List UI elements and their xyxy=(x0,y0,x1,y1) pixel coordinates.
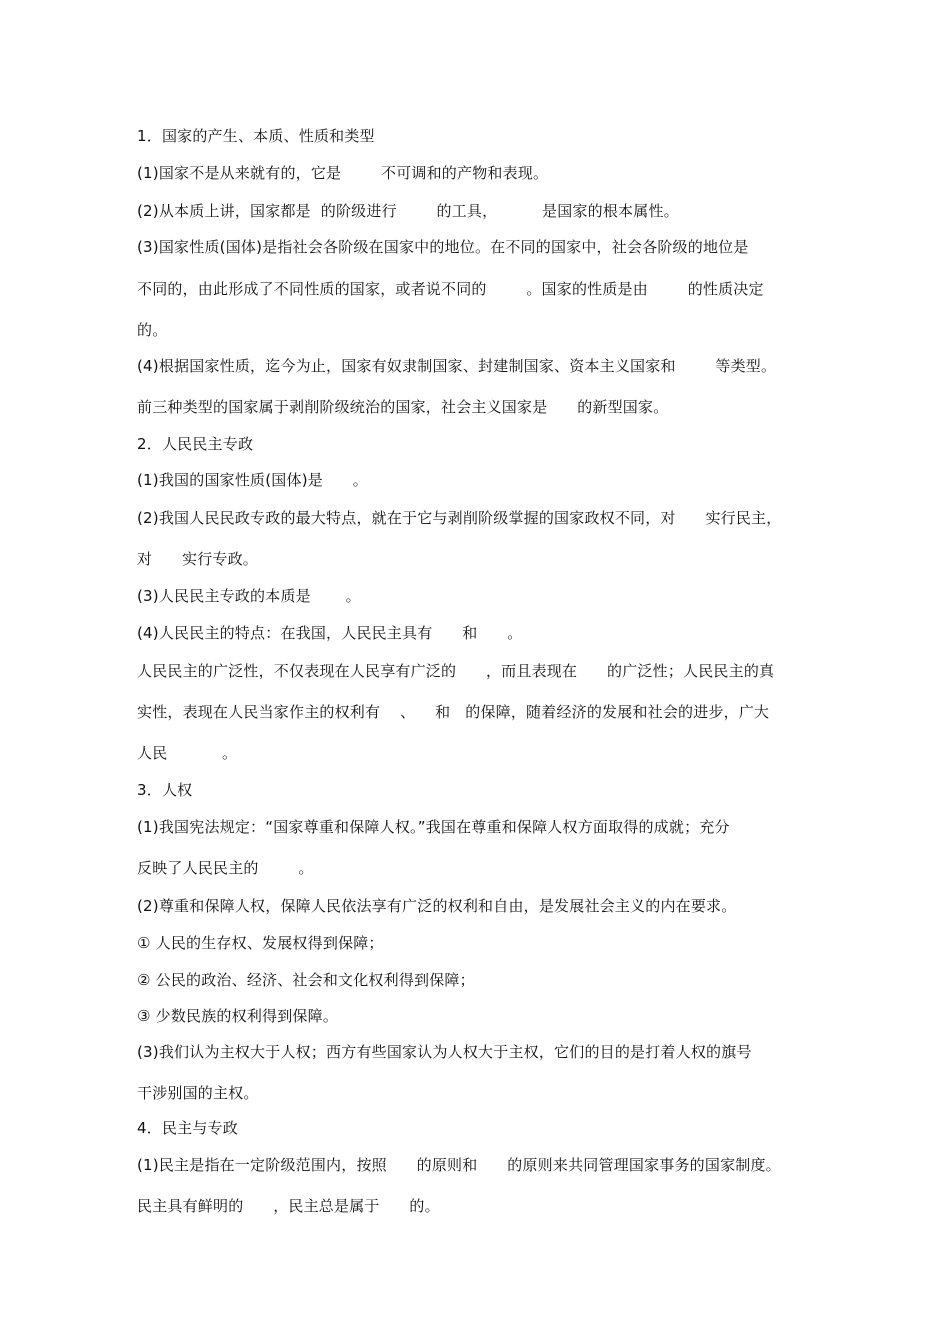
paragraph-line: 反映了人民民主的 。 xyxy=(137,859,314,877)
heading-1: 1．国家的产生、本质、性质和类型 xyxy=(137,127,375,145)
paragraph-line: (4)根据国家性质，迄今为止，国家有奴隶制国家、封建制国家、资本主义国家和 等类型。 xyxy=(137,357,777,375)
paragraph-line: (2)尊重和保障人权，保障人民依法享有广泛的权利和自由，是发展社会主义的内在要求。 xyxy=(137,897,737,915)
paragraph-line: (4)人民民主的特点：在我国，人民民主具有 和 。 xyxy=(137,624,523,642)
heading-4: 4．民主与专政 xyxy=(137,1119,238,1137)
paragraph-line: 前三种类型的国家属于剥削阶级统治的国家，社会主义国家是 的新型国家。 xyxy=(137,398,669,416)
paragraph-line: 干涉别国的主权。 xyxy=(137,1084,259,1102)
heading-2: 2．人民民主专政 xyxy=(137,435,254,453)
paragraph-line: 人民民主的广泛性，不仅表现在人民享有广泛的 ，而且表现在 的广泛性；人民民主的真 xyxy=(137,662,775,680)
list-item: ③ 少数民族的权利得到保障。 xyxy=(137,1007,339,1025)
paragraph-line: 实性，表现在人民当家作主的权利有 、 和 的保障，随着经济的发展和社会的进步，广大 xyxy=(137,703,770,721)
paragraph-line: 人民 。 xyxy=(137,744,238,762)
paragraph-line: (1)国家不是从来就有的，它是 不可调和的产物和表现。 xyxy=(137,164,549,182)
paragraph-line: (3)我们认为主权大于人权；西方有些国家认为人权大于主权，它们的目的是打着人权的旗号 xyxy=(137,1043,752,1061)
heading-3: 3．人权 xyxy=(137,781,193,799)
list-item: ① 人民的生存权、发展权得到保障； xyxy=(137,934,384,952)
paragraph-line: (3)国家性质(国体)是指社会各阶级在国家中的地位。在不同的国家中，社会各阶级的地位是 xyxy=(137,238,749,256)
paragraph-line: (1)民主是指在一定阶级范围内，按照 的原则和 的原则来共同管理国家事务的国家制度。 xyxy=(137,1156,781,1174)
paragraph-line: 对 实行专政。 xyxy=(137,550,259,568)
paragraph-line: (1)我国宪法规定：“国家尊重和保障人权。”我国在尊重和保障人权方面取得的成就；充分 xyxy=(137,818,730,836)
paragraph-line: 的。 xyxy=(137,321,168,339)
paragraph-line: (1)我国的国家性质(国体)是 。 xyxy=(137,471,368,489)
paragraph-line: (2)从本质上讲，国家都是 的阶级进行 的工具， 是国家的根本属性。 xyxy=(137,202,679,220)
paragraph-line: 不同的，由此形成了不同性质的国家，或者说不同的 。国家的性质是由 的性质决定 xyxy=(137,280,764,298)
paragraph-line: (2)我国人民民政专政的最大特点，就在于它与剥削阶级掌握的国家政权不同，对 实行民主， xyxy=(137,509,782,527)
paragraph-line: 民主具有鲜明的 ，民主总是属于 的。 xyxy=(137,1197,440,1215)
list-item: ② 公民的政治、经济、社会和文化权利得到保障； xyxy=(137,971,475,989)
paragraph-line: (3)人民民主专政的本质是 。 xyxy=(137,587,361,605)
